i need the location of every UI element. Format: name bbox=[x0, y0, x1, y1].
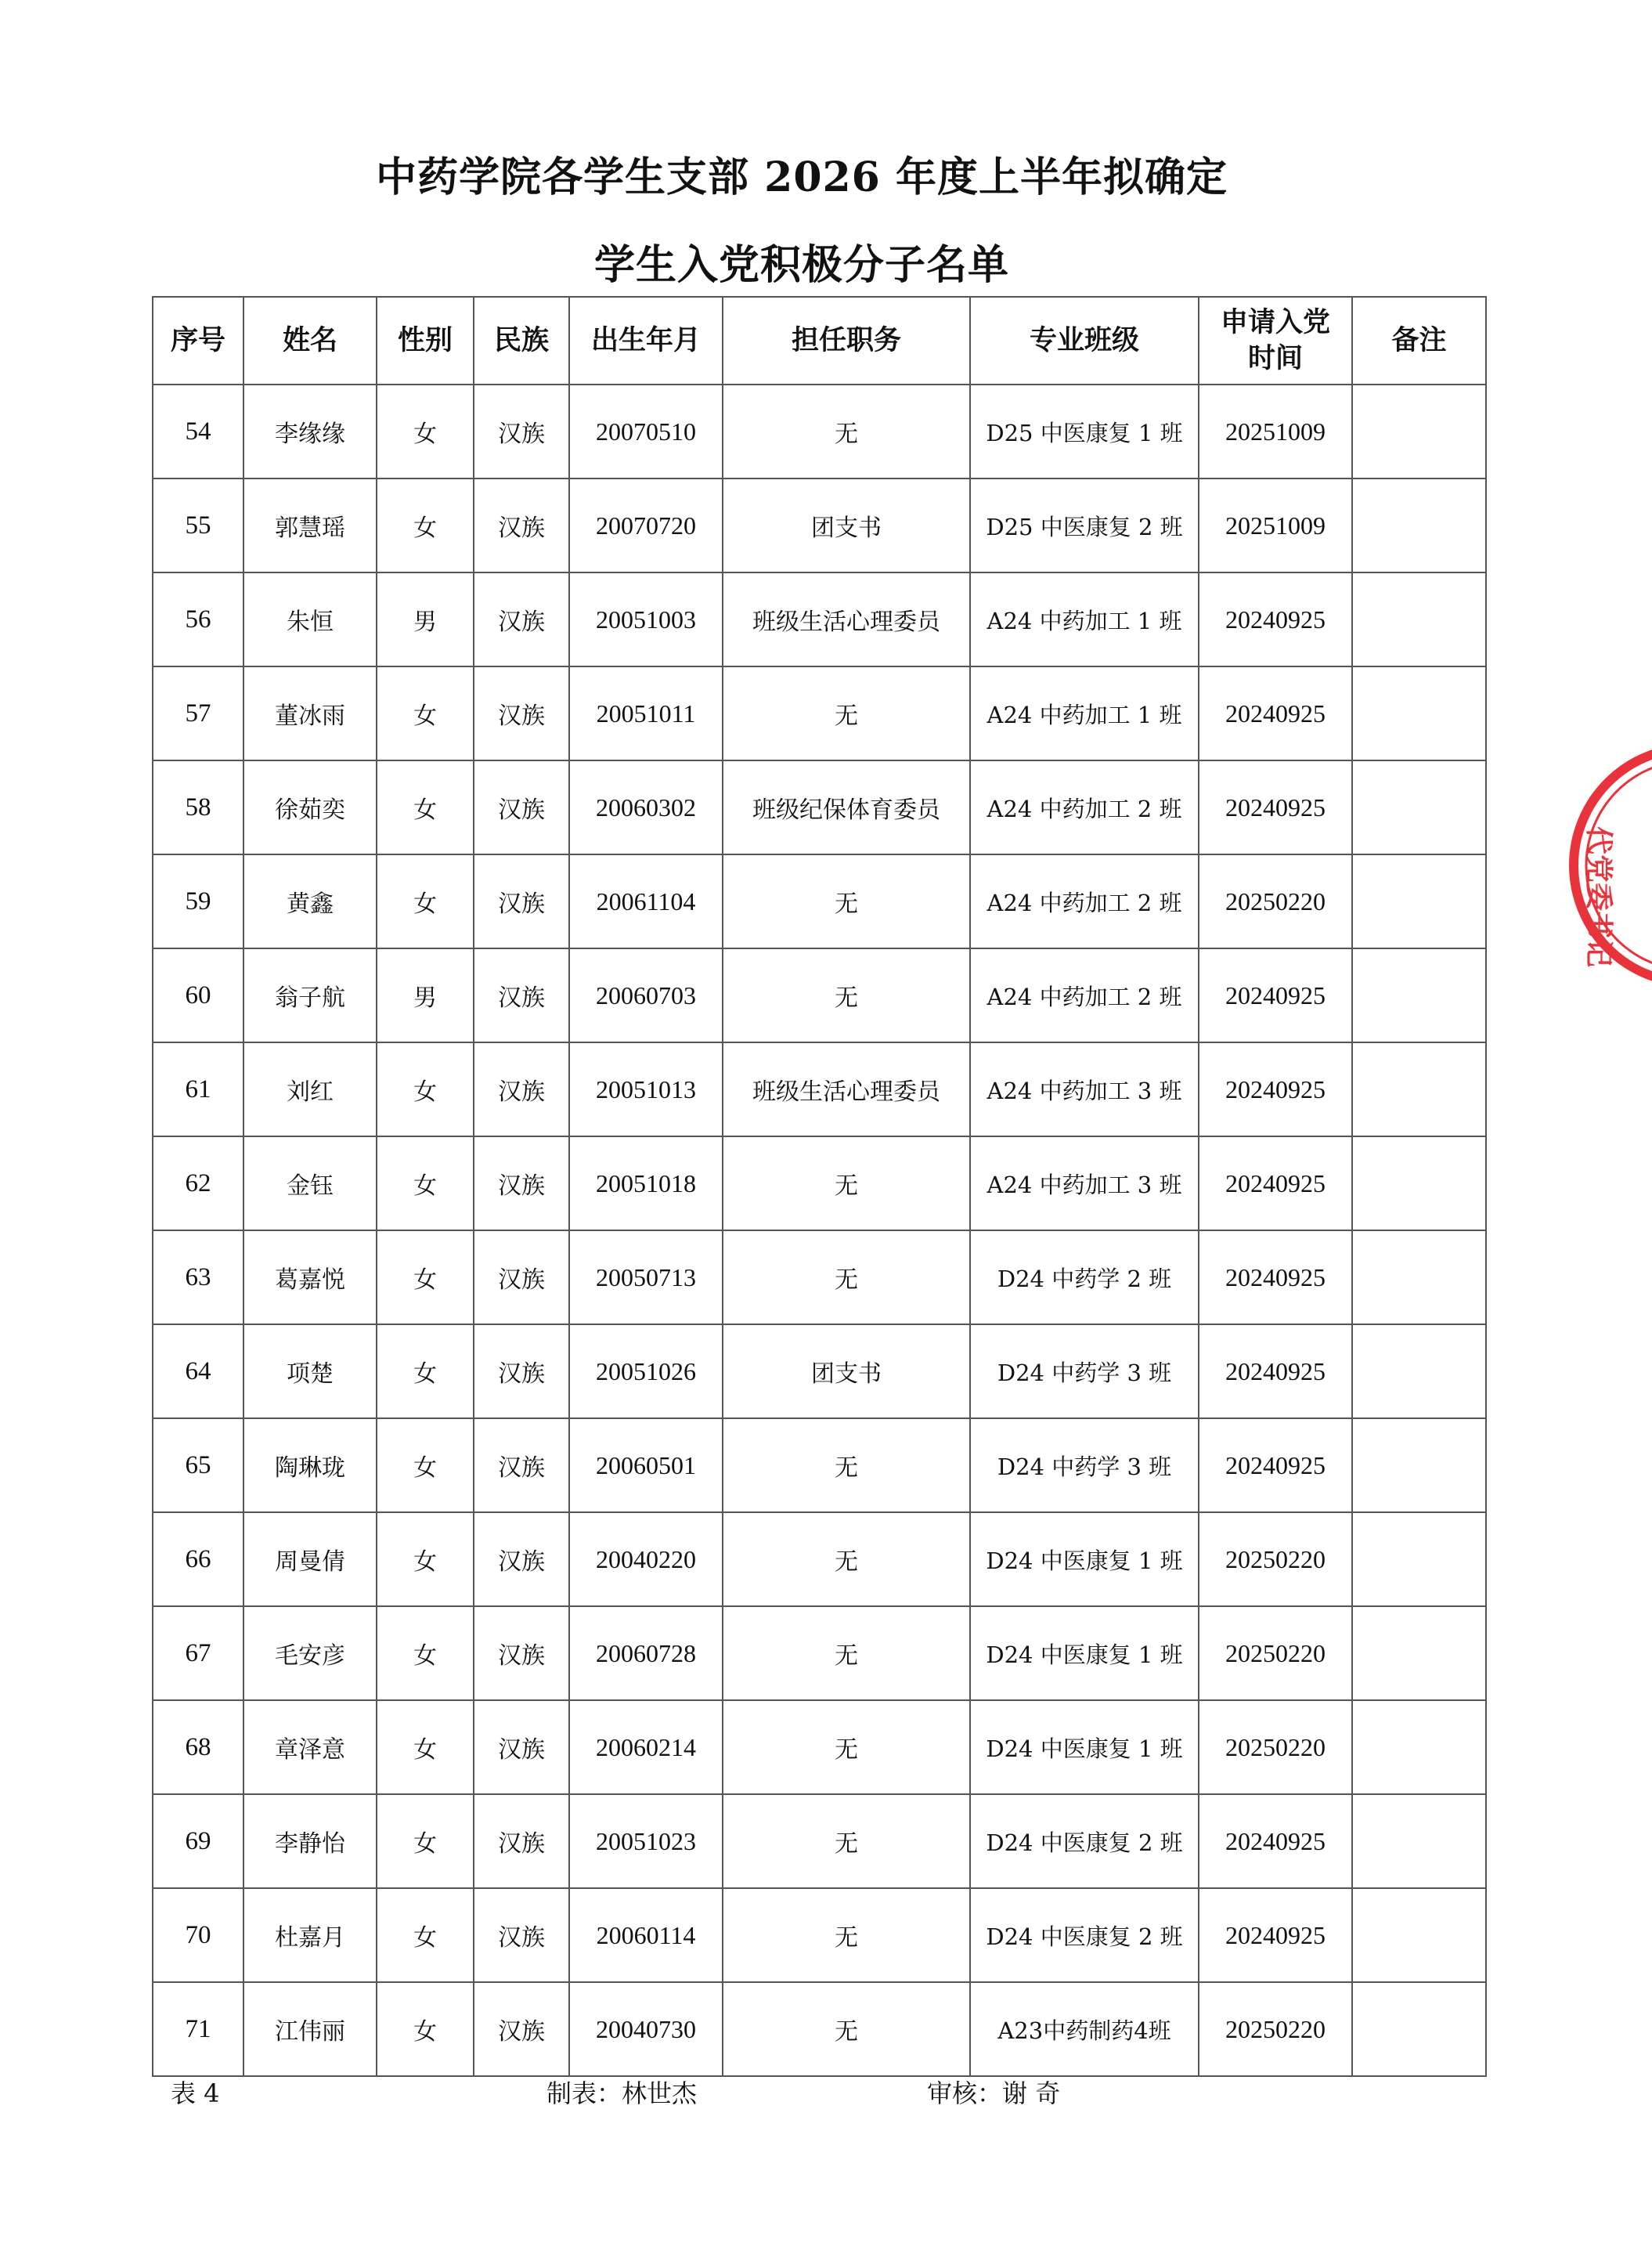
cell-position: 无 bbox=[723, 1230, 970, 1324]
table-row bbox=[153, 854, 1486, 948]
activist-roster-table bbox=[152, 296, 1487, 2077]
cell-class: A24 中药加工 1 班 bbox=[970, 666, 1199, 760]
cell-birth: 20040220 bbox=[569, 1512, 723, 1606]
cell-position: 无 bbox=[723, 1982, 970, 2076]
cell-class: A24 中药加工 2 班 bbox=[970, 948, 1199, 1042]
cell-remarks bbox=[1352, 1888, 1486, 1982]
cell-gender: 女 bbox=[377, 760, 474, 854]
cell-class: D24 中药学 3 班 bbox=[970, 1418, 1199, 1512]
cell-class: D25 中医康复 1 班 bbox=[970, 385, 1199, 479]
cell-index: 66 bbox=[153, 1512, 243, 1606]
cell-index: 58 bbox=[153, 760, 243, 854]
cell-remarks bbox=[1352, 1324, 1486, 1418]
cell-name: 杜嘉月 bbox=[243, 1888, 377, 1982]
cell-position: 无 bbox=[723, 385, 970, 479]
table-row bbox=[153, 1230, 1486, 1324]
cell-position: 无 bbox=[723, 1700, 970, 1794]
svg-text:代党委书记: 代党委书记 bbox=[1582, 826, 1615, 968]
cell-gender: 女 bbox=[377, 385, 474, 479]
cell-birth: 20051013 bbox=[569, 1042, 723, 1136]
cell-gender: 女 bbox=[377, 666, 474, 760]
table-row bbox=[153, 479, 1486, 572]
cell-ethnicity: 汉族 bbox=[474, 1042, 569, 1136]
cell-gender: 男 bbox=[377, 572, 474, 666]
cell-ethnicity: 汉族 bbox=[474, 1700, 569, 1794]
cell-index: 71 bbox=[153, 1982, 243, 2076]
cell-position: 无 bbox=[723, 1794, 970, 1888]
cell-remarks bbox=[1352, 479, 1486, 572]
cell-gender: 女 bbox=[377, 1512, 474, 1606]
cell-apply-date: 20250220 bbox=[1199, 1982, 1352, 2076]
cell-position: 无 bbox=[723, 666, 970, 760]
cell-ethnicity: 汉族 bbox=[474, 572, 569, 666]
seal-graphic bbox=[1535, 732, 1652, 999]
cell-position: 无 bbox=[723, 1418, 970, 1512]
cell-position: 无 bbox=[723, 948, 970, 1042]
cell-ethnicity: 汉族 bbox=[474, 1888, 569, 1982]
header-apply-line2: 时间 bbox=[1247, 342, 1303, 374]
document-title-line1: 中药学院各学生支部 2026 年度上半年拟确定 bbox=[376, 153, 1228, 201]
table-row bbox=[153, 1888, 1486, 1982]
cell-remarks bbox=[1352, 1606, 1486, 1700]
cell-position: 无 bbox=[723, 1888, 970, 1982]
cell-gender: 女 bbox=[377, 854, 474, 948]
cell-name: 章泽意 bbox=[243, 1700, 377, 1794]
cell-apply-date: 20240925 bbox=[1199, 1794, 1352, 1888]
cell-index: 54 bbox=[153, 385, 243, 479]
cell-apply-date: 20240925 bbox=[1199, 1230, 1352, 1324]
cell-index: 57 bbox=[153, 666, 243, 760]
cell-gender: 女 bbox=[377, 1888, 474, 1982]
cell-ethnicity: 汉族 bbox=[474, 1512, 569, 1606]
table-row bbox=[153, 572, 1486, 666]
cell-class: D24 中药学 2 班 bbox=[970, 1230, 1199, 1324]
header-class: 专业班级 bbox=[970, 297, 1199, 385]
cell-apply-date: 20251009 bbox=[1199, 479, 1352, 572]
header-ethnicity: 民族 bbox=[474, 297, 569, 385]
table-row bbox=[153, 948, 1486, 1042]
cell-class: D24 中药学 3 班 bbox=[970, 1324, 1199, 1418]
cell-index: 61 bbox=[153, 1042, 243, 1136]
cell-class: D25 中医康复 2 班 bbox=[970, 479, 1199, 572]
table-row bbox=[153, 1700, 1486, 1794]
cell-position: 无 bbox=[723, 1136, 970, 1230]
cell-ethnicity: 汉族 bbox=[474, 666, 569, 760]
cell-birth: 20070720 bbox=[569, 479, 723, 572]
cell-position: 班级生活心理委员 bbox=[723, 572, 970, 666]
cell-gender: 女 bbox=[377, 479, 474, 572]
cell-apply-date: 20240925 bbox=[1199, 1042, 1352, 1136]
footer-reviewer: 审核：谢 奇 bbox=[927, 2078, 1061, 2108]
cell-birth: 20060114 bbox=[569, 1888, 723, 1982]
cell-apply-date: 20250220 bbox=[1199, 1700, 1352, 1794]
cell-class: A24 中药加工 3 班 bbox=[970, 1136, 1199, 1230]
cell-birth: 20051011 bbox=[569, 666, 723, 760]
cell-birth: 20040730 bbox=[569, 1982, 723, 2076]
cell-name: 金钰 bbox=[243, 1136, 377, 1230]
header-position: 担任职务 bbox=[723, 297, 970, 385]
cell-position: 无 bbox=[723, 854, 970, 948]
cell-remarks bbox=[1352, 572, 1486, 666]
table-header-row bbox=[153, 297, 1486, 385]
cell-remarks bbox=[1352, 385, 1486, 479]
footer-maker: 制表：林世杰 bbox=[546, 2078, 698, 2108]
cell-name: 毛安彦 bbox=[243, 1606, 377, 1700]
cell-index: 56 bbox=[153, 572, 243, 666]
cell-birth: 20070510 bbox=[569, 385, 723, 479]
header-apply-date bbox=[1199, 297, 1352, 385]
cell-birth: 20061104 bbox=[569, 854, 723, 948]
cell-remarks bbox=[1352, 1230, 1486, 1324]
cell-birth: 20051018 bbox=[569, 1136, 723, 1230]
cell-position: 团支书 bbox=[723, 479, 970, 572]
cell-gender: 女 bbox=[377, 1136, 474, 1230]
cell-class: D24 中医康复 1 班 bbox=[970, 1512, 1199, 1606]
cell-ethnicity: 汉族 bbox=[474, 1794, 569, 1888]
cell-apply-date: 20240925 bbox=[1199, 1888, 1352, 1982]
table-row bbox=[153, 385, 1486, 479]
cell-index: 67 bbox=[153, 1606, 243, 1700]
cell-position: 无 bbox=[723, 1512, 970, 1606]
cell-name: 朱恒 bbox=[243, 572, 377, 666]
cell-remarks bbox=[1352, 1418, 1486, 1512]
cell-name: 周曼倩 bbox=[243, 1512, 377, 1606]
cell-gender: 女 bbox=[377, 1418, 474, 1512]
cell-apply-date: 20240925 bbox=[1199, 666, 1352, 760]
cell-ethnicity: 汉族 bbox=[474, 854, 569, 948]
cell-ethnicity: 汉族 bbox=[474, 1606, 569, 1700]
cell-name: 徐茹奕 bbox=[243, 760, 377, 854]
cell-class: D24 中医康复 1 班 bbox=[970, 1700, 1199, 1794]
cell-class: A24 中药加工 1 班 bbox=[970, 572, 1199, 666]
cell-ethnicity: 汉族 bbox=[474, 1982, 569, 2076]
cell-class: D24 中医康复 2 班 bbox=[970, 1794, 1199, 1888]
cell-name: 葛嘉悦 bbox=[243, 1230, 377, 1324]
table-row bbox=[153, 1606, 1486, 1700]
cell-index: 55 bbox=[153, 479, 243, 572]
cell-gender: 女 bbox=[377, 1606, 474, 1700]
cell-name: 董冰雨 bbox=[243, 666, 377, 760]
cell-apply-date: 20250220 bbox=[1199, 1606, 1352, 1700]
cell-gender: 女 bbox=[377, 1982, 474, 2076]
cell-ethnicity: 汉族 bbox=[474, 1418, 569, 1512]
cell-remarks bbox=[1352, 760, 1486, 854]
cell-name: 刘红 bbox=[243, 1042, 377, 1136]
cell-remarks bbox=[1352, 1794, 1486, 1888]
cell-index: 62 bbox=[153, 1136, 243, 1230]
cell-apply-date: 20240925 bbox=[1199, 1324, 1352, 1418]
cell-birth: 20051023 bbox=[569, 1794, 723, 1888]
official-seal-stamp bbox=[1535, 732, 1652, 999]
cell-name: 江伟丽 bbox=[243, 1982, 377, 2076]
cell-birth: 20051003 bbox=[569, 572, 723, 666]
cell-apply-date: 20240925 bbox=[1199, 948, 1352, 1042]
cell-class: D24 中医康复 1 班 bbox=[970, 1606, 1199, 1700]
cell-birth: 20060214 bbox=[569, 1700, 723, 1794]
document-title-line2: 学生入党积极分子名单 bbox=[593, 241, 1009, 289]
cell-apply-date: 20250220 bbox=[1199, 1512, 1352, 1606]
cell-name: 陶琳珑 bbox=[243, 1418, 377, 1512]
header-apply-line1: 申请入党 bbox=[1220, 306, 1330, 338]
cell-ethnicity: 汉族 bbox=[474, 760, 569, 854]
cell-remarks bbox=[1352, 854, 1486, 948]
cell-index: 69 bbox=[153, 1794, 243, 1888]
cell-birth: 20060302 bbox=[569, 760, 723, 854]
cell-remarks bbox=[1352, 1042, 1486, 1136]
cell-apply-date: 20240925 bbox=[1199, 1418, 1352, 1512]
cell-birth: 20060703 bbox=[569, 948, 723, 1042]
cell-index: 64 bbox=[153, 1324, 243, 1418]
cell-gender: 女 bbox=[377, 1324, 474, 1418]
table-row bbox=[153, 1136, 1486, 1230]
cell-class: A24 中药加工 3 班 bbox=[970, 1042, 1199, 1136]
cell-gender: 男 bbox=[377, 948, 474, 1042]
cell-class: D24 中医康复 2 班 bbox=[970, 1888, 1199, 1982]
cell-position: 团支书 bbox=[723, 1324, 970, 1418]
cell-name: 翁子航 bbox=[243, 948, 377, 1042]
cell-ethnicity: 汉族 bbox=[474, 1230, 569, 1324]
header-index: 序号 bbox=[153, 297, 243, 385]
table-row bbox=[153, 1042, 1486, 1136]
cell-class: A23中药制药4班 bbox=[970, 1982, 1199, 2076]
cell-remarks bbox=[1352, 948, 1486, 1042]
cell-name: 李静怡 bbox=[243, 1794, 377, 1888]
cell-apply-date: 20240925 bbox=[1199, 1136, 1352, 1230]
table-row bbox=[153, 1324, 1486, 1418]
cell-ethnicity: 汉族 bbox=[474, 948, 569, 1042]
table-row bbox=[153, 1982, 1486, 2076]
cell-class: A24 中药加工 2 班 bbox=[970, 760, 1199, 854]
cell-name: 李缘缘 bbox=[243, 385, 377, 479]
cell-index: 68 bbox=[153, 1700, 243, 1794]
cell-position: 班级生活心理委员 bbox=[723, 1042, 970, 1136]
cell-apply-date: 20250220 bbox=[1199, 854, 1352, 948]
cell-remarks bbox=[1352, 1982, 1486, 2076]
cell-index: 60 bbox=[153, 948, 243, 1042]
cell-index: 65 bbox=[153, 1418, 243, 1512]
cell-position: 班级纪保体育委员 bbox=[723, 760, 970, 854]
cell-ethnicity: 汉族 bbox=[474, 1136, 569, 1230]
cell-remarks bbox=[1352, 666, 1486, 760]
cell-class: A24 中药加工 2 班 bbox=[970, 854, 1199, 948]
cell-birth: 20060728 bbox=[569, 1606, 723, 1700]
cell-ethnicity: 汉族 bbox=[474, 1324, 569, 1418]
cell-ethnicity: 汉族 bbox=[474, 385, 569, 479]
table-body bbox=[153, 385, 1486, 2076]
cell-gender: 女 bbox=[377, 1700, 474, 1794]
cell-index: 63 bbox=[153, 1230, 243, 1324]
cell-apply-date: 20240925 bbox=[1199, 760, 1352, 854]
cell-remarks bbox=[1352, 1512, 1486, 1606]
cell-position: 无 bbox=[723, 1606, 970, 1700]
cell-gender: 女 bbox=[377, 1042, 474, 1136]
cell-birth: 20051026 bbox=[569, 1324, 723, 1418]
cell-gender: 女 bbox=[377, 1230, 474, 1324]
cell-remarks bbox=[1352, 1700, 1486, 1794]
cell-apply-date: 20240925 bbox=[1199, 572, 1352, 666]
cell-index: 59 bbox=[153, 854, 243, 948]
cell-apply-date: 20251009 bbox=[1199, 385, 1352, 479]
cell-name: 郭慧瑶 bbox=[243, 479, 377, 572]
table-row bbox=[153, 666, 1486, 760]
footer-table-label: 表 4 bbox=[171, 2078, 220, 2108]
cell-birth: 20050713 bbox=[569, 1230, 723, 1324]
cell-gender: 女 bbox=[377, 1794, 474, 1888]
cell-name: 项楚 bbox=[243, 1324, 377, 1418]
table-row bbox=[153, 1512, 1486, 1606]
cell-name: 黄鑫 bbox=[243, 854, 377, 948]
header-name: 姓名 bbox=[243, 297, 377, 385]
cell-index: 70 bbox=[153, 1888, 243, 1982]
table-row bbox=[153, 760, 1486, 854]
cell-birth: 20060501 bbox=[569, 1418, 723, 1512]
cell-ethnicity: 汉族 bbox=[474, 479, 569, 572]
table-row bbox=[153, 1794, 1486, 1888]
cell-remarks bbox=[1352, 1136, 1486, 1230]
table-row bbox=[153, 1418, 1486, 1512]
header-gender: 性别 bbox=[377, 297, 474, 385]
header-remarks: 备注 bbox=[1352, 297, 1486, 385]
header-birth: 出生年月 bbox=[569, 297, 723, 385]
